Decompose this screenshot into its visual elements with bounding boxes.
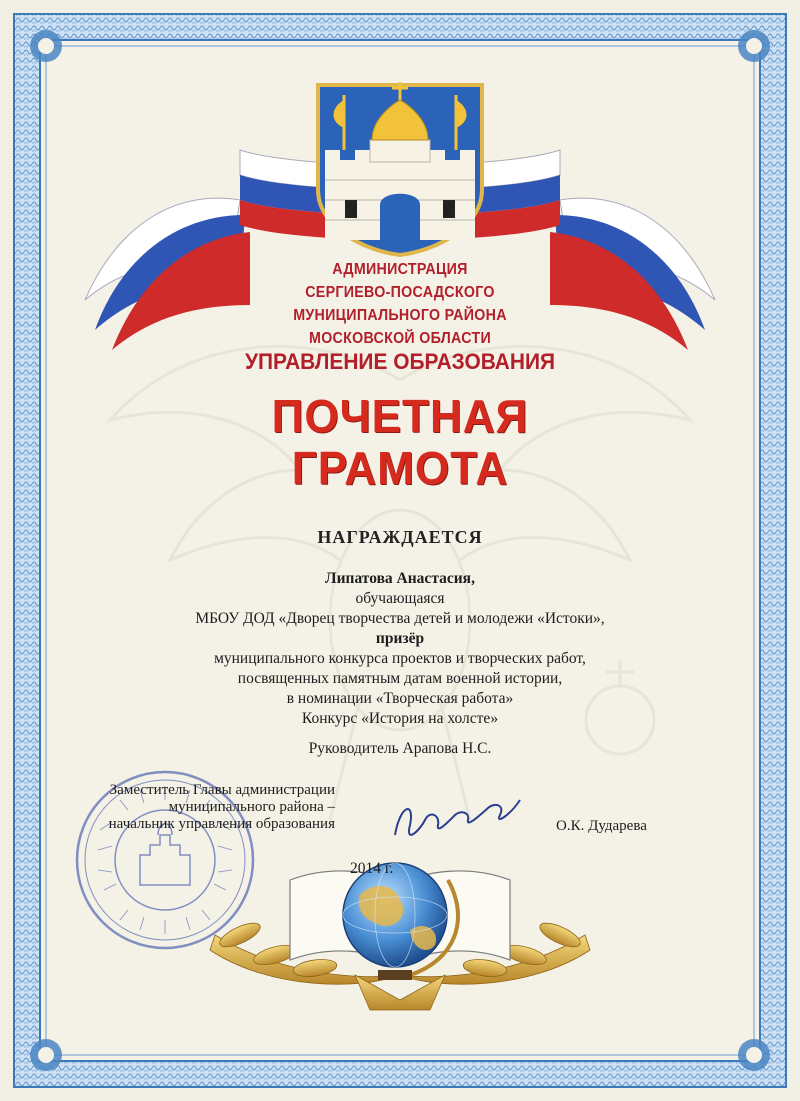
department-title: УПРАВЛЕНИЕ ОБРАЗОВАНИЯ <box>244 349 556 374</box>
nomination: в номинации «Творческая работа» <box>286 690 514 707</box>
signatory-name: О.К. Дударева <box>556 818 647 834</box>
signatory-position <box>60 782 335 833</box>
admin-line-1: АДМИНИСТРАЦИЯ <box>332 261 468 278</box>
contest-name: Конкурс «История на холсте» <box>301 710 499 727</box>
supervisor: Руководитель Арапова Н.С. <box>308 740 492 757</box>
coat-of-arms-icon <box>318 82 482 255</box>
title-line-2: ГРАМОТА <box>291 442 509 494</box>
recipient-status: обучающаяся <box>355 590 445 607</box>
title-line-1: ПОЧЕТНАЯ <box>271 390 529 442</box>
contest-line-1: муниципального конкурса проектов и творческих работ, <box>214 650 586 667</box>
contest-line-2: посвященных памятным датам военной истории, <box>237 670 563 687</box>
institution: МБОУ ДОД «Дворец творчества детей и молодежи «Истоки», <box>195 610 605 627</box>
admin-line-2: СЕРГИЕВО-ПОСАДСКОГО <box>305 284 495 301</box>
position-line-3: начальник управления образования <box>108 816 335 832</box>
position-line-1: Заместитель Главы администрации <box>109 782 335 798</box>
admin-line-3: МУНИЦИПАЛЬНОГО РАЙОНА <box>293 307 507 324</box>
recipient-name: Липатова Анастасия, <box>325 570 475 587</box>
position-line-2: муниципального района – <box>168 799 335 815</box>
award-level: призёр <box>375 630 425 647</box>
awarded-label: НАГРАЖДАЕТСЯ <box>317 527 483 547</box>
admin-line-4: МОСКОВСКОЙ ОБЛАСТИ <box>309 330 491 347</box>
year-label: 2014 г. <box>350 860 394 877</box>
